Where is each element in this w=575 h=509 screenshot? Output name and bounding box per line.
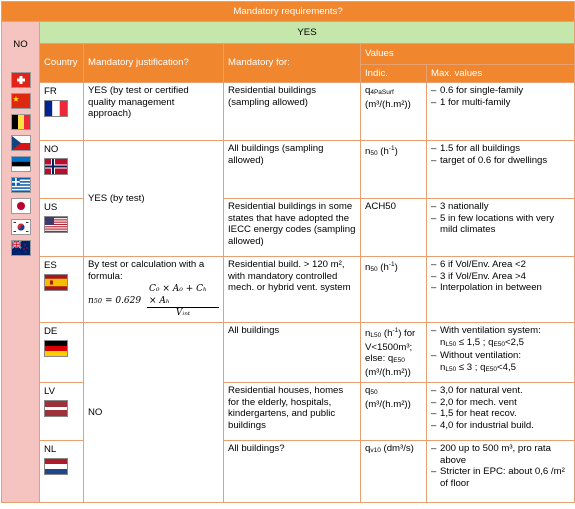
formula-numerator: C₀ × A₀ + Cₕ × Aₕ (147, 284, 219, 308)
greece-flag (11, 177, 31, 193)
mandatory-for-header: Mandatory for: (224, 44, 361, 83)
mandatory-for-cell: Residential houses, homes for the elderly, hospitals, kindergartens, and public buildings (224, 382, 361, 440)
list-item: – 6 if Vol/Env. Area <2 (431, 259, 570, 271)
country-cell (40, 141, 84, 199)
value-subscript: L50 (445, 365, 457, 373)
list-item: – 4,0 for industrial build. (431, 420, 570, 432)
max-values-header: Max. values (427, 65, 575, 83)
requirements-table (1, 1, 575, 503)
yes-header: YES (40, 22, 575, 44)
country-cell (40, 440, 84, 502)
list-item: – 3 nationally (431, 201, 570, 213)
indic-unit: (m³/(h.m²)) (365, 366, 411, 378)
formula-lhs-subscript: 50 (93, 297, 103, 306)
airtightness-formula (88, 284, 219, 320)
no-flags (2, 67, 39, 256)
indic-subscript: v10 (370, 446, 381, 454)
justification-cell (84, 257, 224, 323)
table-row (2, 322, 575, 382)
norway-flag (44, 158, 68, 175)
indic-text: else: q (365, 353, 394, 365)
value-text: ≤ 3 ; q (456, 361, 486, 373)
list-item: – 2,0 for mech. vent (431, 397, 570, 409)
country-header: Country (40, 44, 84, 83)
france-flag (44, 100, 68, 117)
indic-symbol: n (365, 262, 371, 273)
indic-subscript: 50 (370, 266, 378, 273)
country-cell (40, 382, 84, 440)
indic-superscript: -1 (388, 261, 395, 268)
list-item: – 3,0 for natural vent. (431, 385, 570, 397)
indic-text: V<1500m³; (365, 341, 413, 353)
estonia-flag (11, 156, 31, 172)
list-item: – 1.5 for all buildings (431, 143, 570, 155)
no-label: NO (13, 38, 28, 50)
indic-cell (361, 322, 427, 382)
list-item: – Interpolation in between (431, 282, 570, 294)
value-symbol: n (440, 336, 446, 348)
korea-flag (11, 219, 31, 235)
formula-coefficient: = 0.629 (102, 296, 144, 307)
indic-superscript: -1 (392, 326, 399, 334)
list-item: – target of 0.6 for dwellings (431, 155, 570, 167)
indic-unit: (m³/(h.m²)) (365, 398, 411, 410)
justification-cell: YES (by test) (84, 141, 224, 257)
list-item: – 0.6 for single-family (431, 85, 570, 97)
list-item (431, 350, 570, 375)
value-text: <2,5 (505, 336, 524, 348)
list-item: – 3 if Vol/Env. Area >4 (431, 271, 570, 283)
china-flag (11, 93, 31, 109)
japan-flag (11, 198, 31, 214)
table-row (2, 83, 575, 141)
indic-subscript: 4PaSurf (370, 89, 394, 96)
country-cell (40, 257, 84, 323)
mandatory-for-cell: Residential buildings in some states that have adopted the IECC energy codes (sampling allowed) (224, 199, 361, 257)
table-row (2, 257, 575, 323)
country-code: US (44, 202, 58, 213)
list-item: – 200 up to 500 m³, pro rata above (431, 443, 570, 466)
max-values-cell (427, 199, 575, 257)
list-item: – 1,5 for heat recov. (431, 408, 570, 420)
indic-subscript: L50 (370, 331, 382, 339)
formula-lhs: n (88, 296, 94, 307)
value-text: ≤ 1,5 ; q (456, 336, 494, 348)
spain-flag (44, 274, 68, 291)
formula-denominator: Vᵢₙₜ (175, 308, 191, 319)
max-values-cell (427, 382, 575, 440)
justification-text: By test or calculation with a formula: (88, 259, 205, 282)
indic-unit: (dm³/s) (380, 442, 414, 454)
indic-symbol: q (365, 442, 371, 454)
value-subscript: E50 (493, 340, 506, 348)
country-cell (40, 83, 84, 141)
mandatory-for-cell: All buildings (224, 322, 361, 382)
max-values-cell (427, 257, 575, 323)
justification-header: Mandatory justification? (84, 44, 224, 83)
list-item: – Stricter in EPC: about 0,6 /m² of floor (431, 466, 570, 489)
indic-cell: ACH50 (361, 199, 427, 257)
indic-unit: (m³/(h.m²)) (365, 98, 411, 110)
value-text: <4,5 (497, 361, 516, 373)
country-cell (40, 322, 84, 382)
value-symbol: n (440, 361, 446, 373)
max-values-cell (427, 83, 575, 141)
indic-cell (361, 141, 427, 199)
switzerland-flag (11, 72, 31, 88)
no-column (2, 22, 40, 503)
mandatory-for-cell: Residential build. > 120 m², with mandatory controlled mech. or hybrid vent. system (224, 257, 361, 323)
country-code: NO (44, 144, 59, 155)
indic-symbol: n (365, 327, 371, 339)
indic-unit: (h (377, 146, 389, 157)
values-header: Values (361, 44, 575, 65)
value-subscript: E50 (485, 365, 498, 373)
country-code: ES (44, 260, 57, 271)
czech-flag (11, 135, 31, 151)
indic-cell (361, 83, 427, 141)
indic-unit-close: ) (394, 262, 398, 273)
value-subscript: L50 (445, 340, 457, 348)
mandatory-for-cell: All buildings (sampling allowed) (224, 141, 361, 199)
table-row (2, 141, 575, 199)
indic-symbol: q (365, 384, 371, 396)
germany-flag (44, 340, 68, 357)
new-zealand-flag (11, 240, 31, 256)
justification-cell: NO (84, 322, 224, 502)
max-values-cell (427, 322, 575, 382)
netherlands-flag (44, 458, 68, 475)
mandatory-for-cell: All buildings? (224, 440, 361, 502)
list-item: – 1 for multi-family (431, 97, 570, 109)
usa-flag (44, 216, 68, 233)
table-title: Mandatory requirements? (2, 2, 575, 22)
belgium-flag (11, 114, 31, 130)
indic-cell (361, 257, 427, 323)
indic-header: Indic. (361, 65, 427, 83)
country-code: LV (44, 385, 56, 397)
indic-symbol: q (365, 85, 371, 96)
mandatory-for-cell: Residential buildings (sampling allowed) (224, 83, 361, 141)
indic-subscript: 50 (370, 388, 378, 396)
indic-text: ) for (398, 327, 416, 339)
indic-unit: (h (377, 262, 389, 273)
formula-fraction (147, 284, 219, 320)
latvia-flag (44, 400, 68, 417)
country-code: NL (44, 443, 57, 455)
justification-cell: YES (by test or certified quality management approach) (84, 83, 224, 141)
indic-subscript: 50 (370, 150, 378, 157)
indic-subscript: E50 (393, 357, 405, 365)
indic-cell (361, 440, 427, 502)
max-values-cell (427, 440, 575, 502)
country-code: DE (44, 325, 58, 337)
indic-symbol: n (365, 146, 371, 157)
list-item: – 5 in few locations with very mild climates (431, 213, 570, 236)
list-item-text: Without ventilation: (440, 350, 522, 362)
indic-unit-close: ) (394, 146, 398, 157)
list-item-text: With ventilation system: (440, 324, 541, 336)
indic-superscript: -1 (388, 145, 395, 152)
indic-cell (361, 382, 427, 440)
list-item (431, 325, 570, 350)
indic-unit: (h (381, 327, 393, 339)
max-values-cell (427, 141, 575, 199)
country-code: FR (44, 86, 57, 97)
country-cell (40, 199, 84, 257)
